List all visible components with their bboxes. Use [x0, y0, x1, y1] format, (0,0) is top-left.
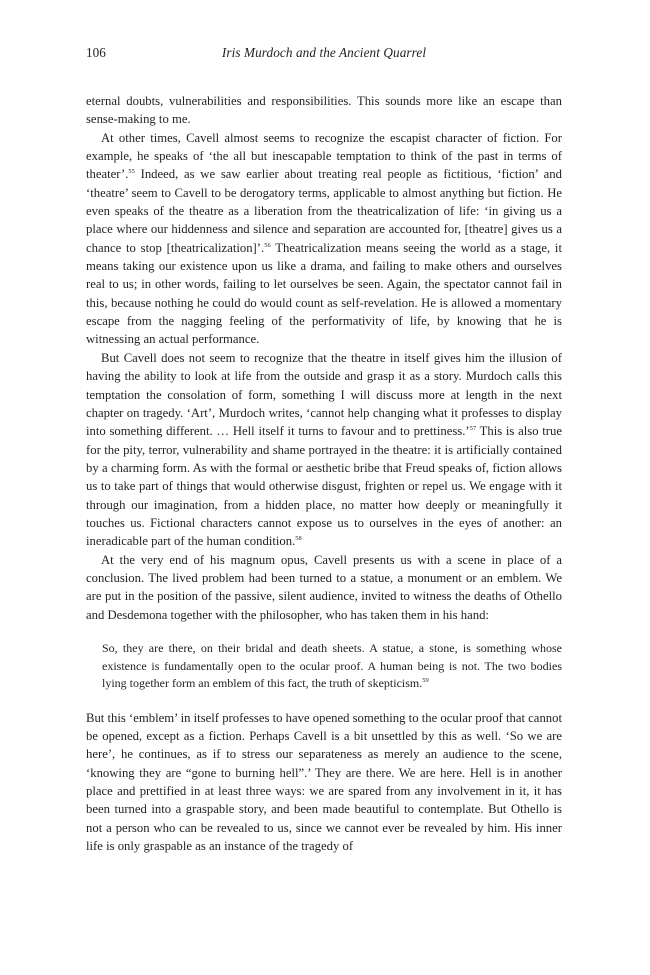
running-title: Iris Murdoch and the Ancient Quarrel: [221, 45, 427, 60]
paragraph-2: [86, 129, 562, 349]
paragraph-1-text: eternal doubts, vulnerabilities and responsibilities. This sounds more like an escape than sense-making to me.: [86, 94, 562, 127]
block-quote: [102, 640, 562, 693]
paragraph-2-text-b: Indeed, as we saw earlier about treating real people as fictitious, ‘fiction’ and ‘theatre’ seem to Cavell to be derogatory terms, applicable to almost anything but fiction. He even speaks of the theatre as a liberation from the theatricalization of life: ‘in giving us a place where our hiddenness and silence and separation are accounted for, [theatre] gives us a chance to stop [theatricalization]’.: [86, 167, 562, 255]
paragraph-2-text-a: At other times, Cavell almost seems to recognize the escapist character of fiction. For example, he speaks of ‘the all but inescapable temptation to think of the past in terms of theater’.: [86, 130, 562, 182]
running-head: [86, 43, 562, 63]
block-quote-text: So, they are there, on their bridal and death sheets. A statue, a stone, is something whose existence is fundamentally open to the ocular proof. A human being is not. The two bodies lying together form an emblem of this fact, the truth of skepticism.: [102, 640, 562, 691]
footnote-ref-59[interactable]: 59: [422, 677, 429, 685]
body-text: [86, 92, 562, 856]
page-number: 106: [86, 45, 106, 60]
paragraph-2-text-c: Theatricalization means seeing the world as a stage, it means taking our existence upon us like a drama, and failing to make others and ourselves real to us; in other words, failing to let ourselves be seen. Again, the spectator cannot fail in this, because nothing he could do would count as self-revelation. He is allowed a momentary escape from the nagging feeling of the performativity of life, by knowing that he is witnessing an actual performance.: [86, 240, 562, 347]
paragraph-3: [86, 349, 562, 551]
footnote-ref-58[interactable]: 58: [295, 535, 302, 543]
paragraph-4: [86, 551, 562, 624]
paragraph-4-text: At the very end of his magnum opus, Cavell presents us with a scene in place of a conclusion. The lived problem had been turned to a statue, a monument or an emblem. We are put in the position of the passive, silent audience, invited to witness the deaths of Othello and Desdemona together with the philosopher, who has taken them in his hand:: [86, 552, 562, 622]
paragraph-3-text-a: But Cavell does not seem to recognize that the theatre in itself gives him the illusion of having the ability to look at life from the outside and grasp it as a story. Murdoch calls this temptation the consolation of form, something I will discuss more at length in the next chapter on tragedy. ‘Art’, Murdoch writes, ‘cannot help changing what it professes to display into something different. … Hell itself it turns to favour and to prettiness.’: [86, 350, 562, 439]
paragraph-1: [86, 92, 562, 129]
paragraph-5: [86, 709, 562, 856]
footnote-ref-56[interactable]: 56: [264, 241, 271, 249]
footnote-ref-55[interactable]: 55: [128, 168, 135, 176]
footnote-ref-57[interactable]: 57: [469, 425, 477, 433]
paragraph-3-text-b: This is also true for the pity, terror, vulnerability and shame portrayed in the theatre: it is artificially contained by a charming form. As with the formal or aesthetic bribe that Freud speaks of, fiction allows us to take part of things that would otherwise disgust, frighten or repel us. We engage with it through our imagination, from a hidden place, no matter how deeply or meaningfully it touches us. Fictional characters cannot expose us to ourselves in the eyes of another: an ineradicable part of the human condition.: [86, 424, 562, 549]
book-page: [86, 43, 562, 856]
paragraph-5-text: But this ‘emblem’ in itself professes to have opened something to the ocular proof that cannot be opened, except as a fiction. Perhaps Cavell is a bit unsettled by this as well. ‘So we are here’, he continues, as if to stress our separateness as merely an audience to the scene, ‘knowing they are “gone to burning hell”.’ They are there. We are here. Hell is in another place and prettified in at least three ways: we are spared from any involvement in it, it has been turned into a graspable story, and been made beautiful to contemplate. But Othello is not a person who can be revealed to us, since we cannot ever be revealed by him. His inner life is only graspable as an instance of the tragedy of: [86, 710, 562, 854]
